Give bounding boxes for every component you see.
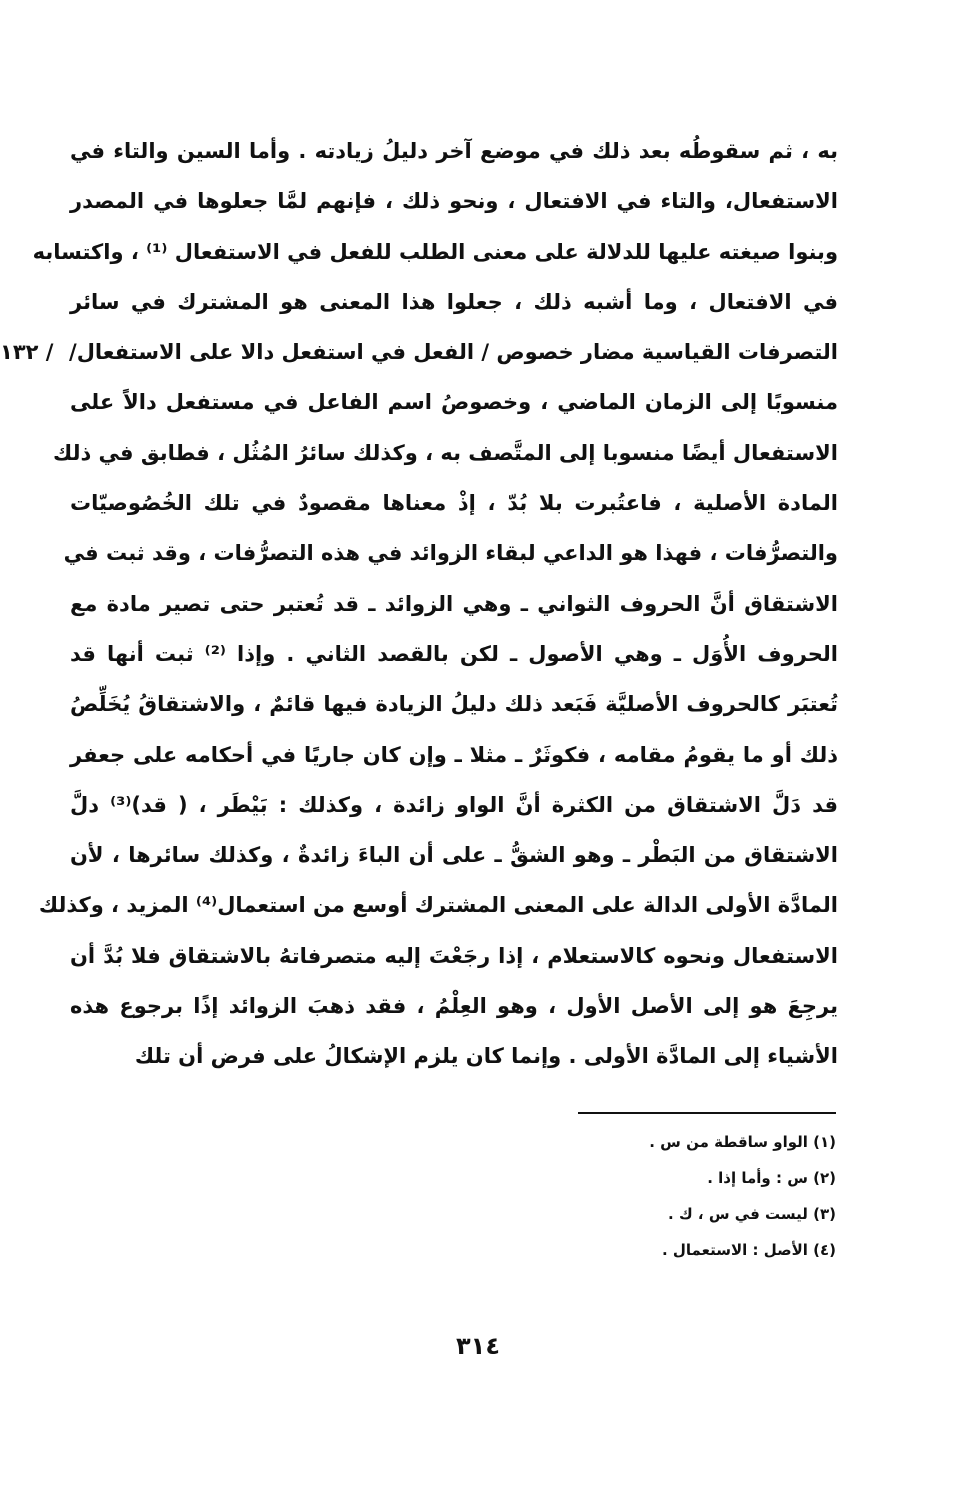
- footnotes-block: [500, 1124, 836, 1268]
- text-line: الاشتقاق من البَطْر ـ وهو الشقُّ ـ على أن الباءَ زائدةٌ ، وكذلك سائرها ، لأن: [70, 843, 838, 868]
- text-line: تُعتبَر كالحروف الأصليَّة فَبَعد ذلك دليلُ الزيادة فيها قائمٌ ، والاشتقاقُ يُخَلِّصُ: [70, 692, 838, 717]
- main-text-block: [32, 126, 839, 1082]
- text-line: قد دَلَّ الاشتقاق من الكثرة أنَّ الواو زائدة ، وكذلك : بَيْطَر ، ( قد)⁽³⁾ دلَّ: [70, 792, 839, 817]
- footnote: (٢) س : وأما إذا .: [707, 1169, 836, 1187]
- text-line: المادَّة الأولى الدالة على المعنى المشترك أوسع من استعمال⁽⁴⁾ المزيد ، وكذلك: [38, 893, 838, 918]
- text-line: به ، ثم سقوطُه بعد ذلك في موضع آخر دليلُ زيادته . وأما السين والتاء في: [70, 139, 838, 163]
- text-line: الأشياء إلى المادَّة الأولى . وإنما كان يلزم الإشكالُ على فرض أن تلك: [134, 1044, 838, 1069]
- manuscript-folio-marker: / ١٣٢: [0, 340, 54, 364]
- text-line: المادة الأصلية ، فاعتُبرت بلا بُدّ ، إذْ معناها مقصودٌ في تلك الخُصُوصيّات: [70, 491, 838, 516]
- text-line: والتصرُّفات ، فهذا هو الداعي لبقاء الزوائد في هذه التصرُّفات ، وقد ثبت في: [63, 541, 838, 566]
- page-number: ٣١٤: [456, 1332, 500, 1360]
- text-line: الحروف الأُوَل ـ وهي الأصول ـ لكن بالقصد الثاني . وإذا ⁽²⁾ ثبت أنها قد: [70, 641, 838, 666]
- footnote: (٤) الأصل : الاستعمال .: [661, 1241, 836, 1259]
- text-line: وبنوا صيغته عليها للدلالة على معنى الطلب للفعل في الاستفعال ⁽¹⁾ ، واكتسابه: [32, 239, 838, 264]
- text-line: الاستفعال أيضًا منسوبا إلى المتَّصف به ، وكذلك سائرُ المُثُل ، فطابق في ذلك: [53, 440, 838, 465]
- text-line: منسوبًا إلى الزمان الماضي ، وخصوصُ اسم الفاعل في مستفعل دالاً على: [70, 390, 838, 415]
- text-line: الاشتقاق أنَّ الحروف الثواني ـ وهي الزوائد ـ قد تُعتبر حتى تصير مادة مع: [70, 591, 838, 616]
- footnote: (١) الواو ساقطة من س .: [649, 1133, 836, 1151]
- footnote-divider: [578, 1112, 836, 1114]
- footnote: (٣) ليست في س ، ك .: [668, 1205, 836, 1223]
- text-line: ذلك أو ما يقومُ مقامه ، فكوثَرٌ ـ مثلا ـ وإن كان جاريًا في أحكامه على جعفر: [70, 742, 838, 767]
- text-line: الاستفعال ونحوه كالاستعلام ، إذا رجَعْتَ إليه متصرفاتهُ بالاشتقاق فلا بُدَّ أن: [70, 943, 838, 968]
- text-line: التصرفات القياسية مضار خصوص / الفعل في استفعل دالا على الاستفعال/: [69, 340, 838, 365]
- text-line: يرجِعَ هو إلى الأصل الأول ، وهو العِلْمُ ، فقد ذهبَ الزوائد إذًا برجوع هذه: [70, 994, 838, 1019]
- text-line: في الافتعال ، وما أشبه ذلك ، جعلوا هذا المعنى هو المشترك في سائر: [70, 289, 838, 314]
- text-line: الاستفعال، والتاء في الافتعال ، ونحو ذلك ، فإنهم لمَّا جعلوها في المصدر: [70, 189, 838, 214]
